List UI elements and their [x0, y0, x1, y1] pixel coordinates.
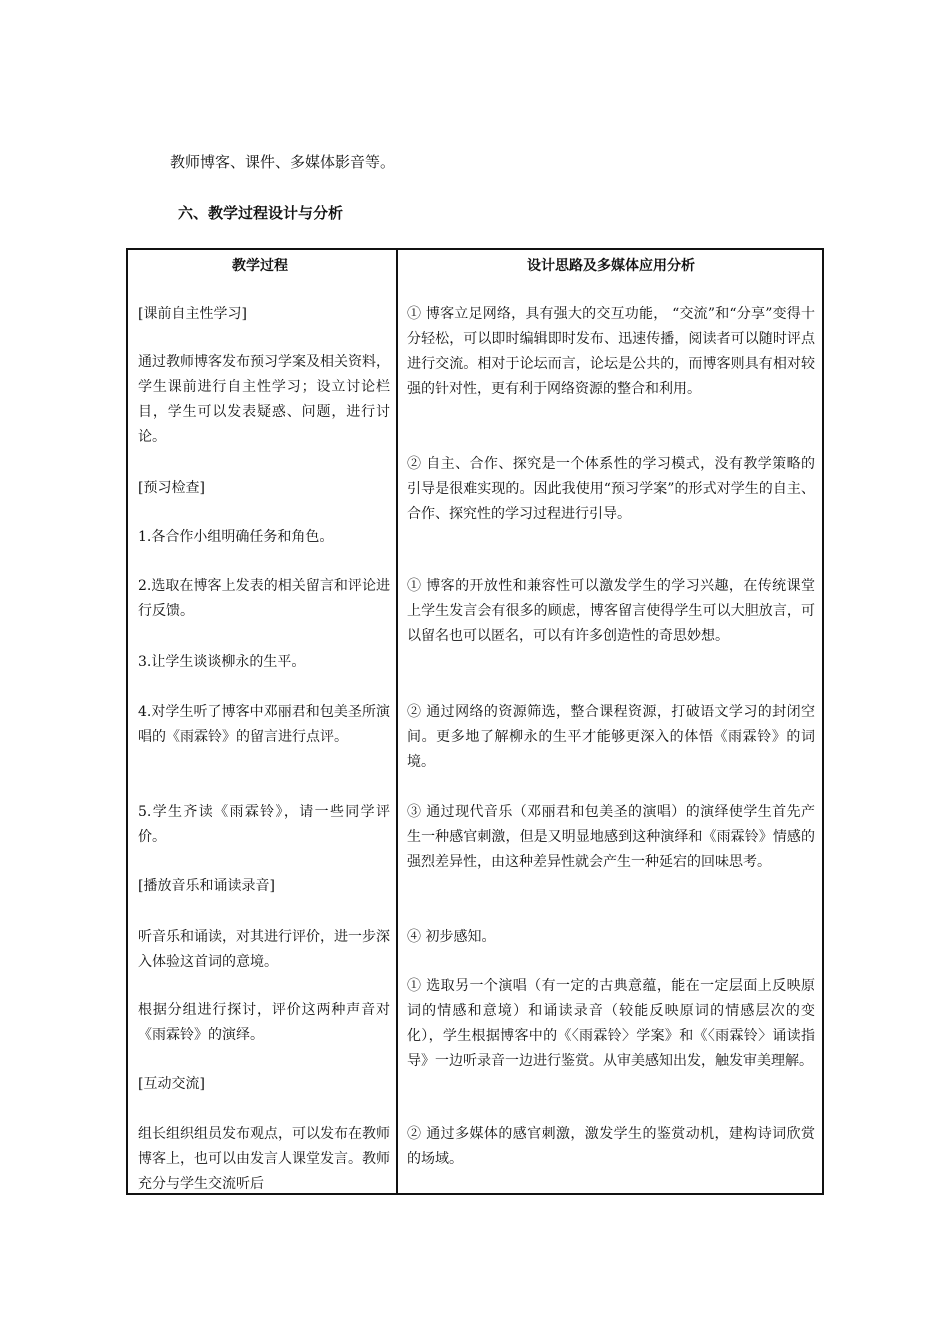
process-item: 通过教师博客发布预习学案及相关资料，学生课前进行自主性学习；设立讨论栏目，学生可以发表疑惑、问题，进行讨论。 [138, 354, 390, 445]
process-item: 组长组织组员发布观点，可以发布在教师博客上，也可以由发言人课堂发言。教师充分与学生交流听后 [138, 1126, 390, 1192]
analysis-item: ② 通过多媒体的感官刺激，激发学生的鉴赏动机，建构诗词欣赏的场域。 [407, 1126, 815, 1167]
process-item: 3.让学生谈谈柳永的生平。 [138, 654, 306, 670]
teaching-process-header: 教学过程 [232, 258, 288, 274]
process-item: 根据分组进行探讨，评价这两种声音对《雨霖铃》的演绎。 [138, 1002, 390, 1043]
analysis-item: ④ 初步感知。 [407, 929, 496, 945]
process-item: 2.选取在博客上发表的相关留言和评论进行反馈。 [138, 578, 390, 619]
section-heading: 六、教学过程设计与分析 [178, 204, 344, 222]
process-item: 听音乐和诵读，对其进行评价，进一步深入体验这首词的意境。 [138, 929, 390, 970]
process-item: 1.各合作小组明确任务和角色。 [138, 529, 334, 545]
analysis-item: ① 博客的开放性和兼容性可以激发学生的学习兴趣，在传统课堂上学生发言会有很多的顾虑，博客留言使得学生可以大胆放言，可以留名也可以匿名，可以有许多创造性的奇思妙想。 [407, 578, 815, 644]
intro-resources-line: 教师博客、课件、多媒体影音等。 [170, 153, 396, 171]
process-item: [互动交流] [138, 1076, 205, 1092]
lesson-table [126, 248, 824, 1195]
analysis-item: ① 选取另一个演唱（有一定的古典意蕴，能在一定层面上反映原词的情感和意境）和诵读录音（较能反映原词的情感层次的变化），学生根据博客中的《〈雨霖铃〉学案》和《〈雨霖铃〉诵读指导》一边听录音一边进行鉴赏。从审美感知出发，触发审美理解。 [407, 978, 815, 1069]
process-item: 5.学生齐读《雨霖铃》，请一些同学评价。 [138, 804, 390, 845]
analysis-item: ② 自主、合作、探究是一个体系性的学习模式，没有教学策略的引导是很难实现的。因此我使用“预习学案”的形式对学生的自主、合作、探究性的学习过程进行引导。 [407, 456, 815, 522]
teaching-process-column [138, 250, 390, 1193]
process-item: [播放音乐和诵读录音] [138, 878, 275, 894]
design-analysis-header: 设计思路及多媒体应用分析 [527, 258, 695, 274]
design-analysis-column [407, 250, 815, 1193]
analysis-item: ③ 通过现代音乐（邓丽君和包美圣的演唱）的演绎使学生首先产生一种感官刺激，但是又明显地感到这种演绎和《雨霖铃》情感的强烈差异性，由这种差异性就会产生一种延宕的回味思考。 [407, 804, 815, 870]
column-divider [396, 250, 398, 1193]
process-item: [课前自主性学习] [138, 306, 247, 322]
process-item: 4.对学生听了博客中邓丽君和包美圣所演唱的《雨霖铃》的留言进行点评。 [138, 704, 390, 745]
analysis-item: ① 博客立足网络，具有强大的交互功能， “交流”和“分享”变得十分轻松，可以即时编辑即时发布、迅速传播，阅读者可以随时评点进行交流。相对于论坛而言，论坛是公共的，而博客则具有相对较强的针对性，更有利于网络资源的整合和利用。 [407, 306, 815, 397]
analysis-item: ② 通过网络的资源筛选，整合课程资源，打破语文学习的封闭空间。更多地了解柳永的生平才能够更深入的体悟《雨霖铃》的词境。 [407, 704, 815, 770]
process-item: [预习检查] [138, 480, 205, 496]
